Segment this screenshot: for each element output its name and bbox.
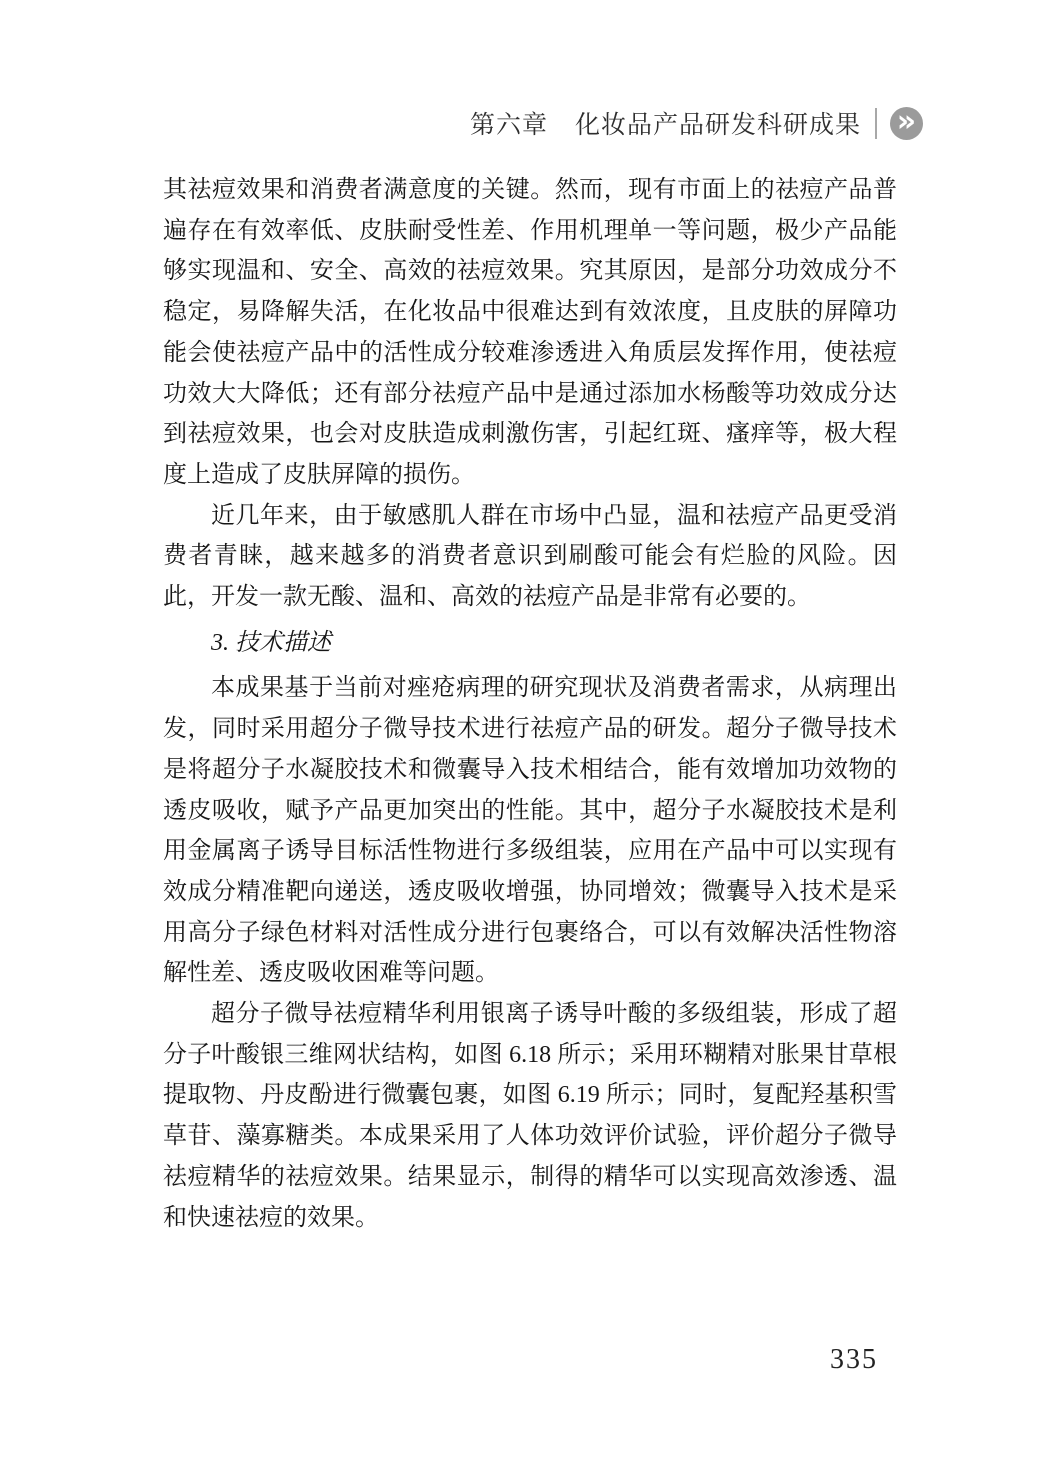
paragraph-continued: 其祛痘效果和消费者满意度的关键。然而，现有市面上的祛痘产品普遍存在有效率低、皮肤耐受性差、作用机理单一等问题，极少产品能够实现温和、安全、高效的祛痘效果。究其原因，是部分功效成分不稳定，易降解失活，在化妆品中很难达到有效浓度，且皮肤的屏障功能会使祛痘产品中的活性成分较难渗透进入角质层发挥作用，使祛痘功效大大降低；还有部分祛痘产品中是通过添加水杨酸等功效成分达到祛痘效果，也会对皮肤造成刺激伤害，引起红斑、瘙痒等，极大程度上造成了皮肤屏障的损伤。 [163, 177, 897, 488]
paragraph: 近几年来，由于敏感肌人群在市场中凸显，温和祛痘产品更受消费者青睐，越来越多的消费者意识到刷酸可能会有烂脸的风险。因此，开发一款无酸、温和、高效的祛痘产品是非常有必要的。 [163, 502, 897, 611]
paragraph: 本成果基于当前对痤疮病理的研究现状及消费者需求，从病理出发，同时采用超分子微导技术进行祛痘产品的研发。超分子微导技术是将超分子水凝胶技术和微囊导入技术相结合，能有效增加功效物的透皮吸收，赋予产品更加突出的性能。其中，超分子水凝胶技术是利用金属离子诱导目标活性物进行多级组装，应用在产品中可以实现有效成分精准靶向递送，透皮吸收增强，协同增效；微囊导入技术是采用高分子绿色材料对活性成分进行包裹络合，可以有效解决活性物溶解性差、透皮吸收困难等问题。 [163, 675, 897, 987]
double-chevron-right-icon [890, 107, 923, 140]
chapter-title: 化妆品产品研发科研成果 [574, 111, 861, 139]
chapter-label: 第六章 [469, 111, 548, 139]
header-separator [875, 108, 877, 139]
running-head [0, 104, 923, 142]
paragraph: 超分子微导祛痘精华利用银离子诱导叶酸的多级组装，形成了超分子叶酸银三维网状结构，如图 6.18 所示；采用环糊精对胀果甘草根提取物、丹皮酚进行微囊包裹，如图 6.19 所示；同时，复配羟基积雪草苷、藻寡糖类。本成果采用了人体功效评价试验，评价超分子微导祛痘精华的祛痘效果。结果显示，制得的精华可以实现高效渗透、温和快速祛痘的效果。 [163, 1001, 897, 1231]
document-body [163, 170, 897, 1238]
section-heading: 3. 技术描述 [211, 629, 331, 656]
page-number: 335 [830, 1344, 878, 1375]
